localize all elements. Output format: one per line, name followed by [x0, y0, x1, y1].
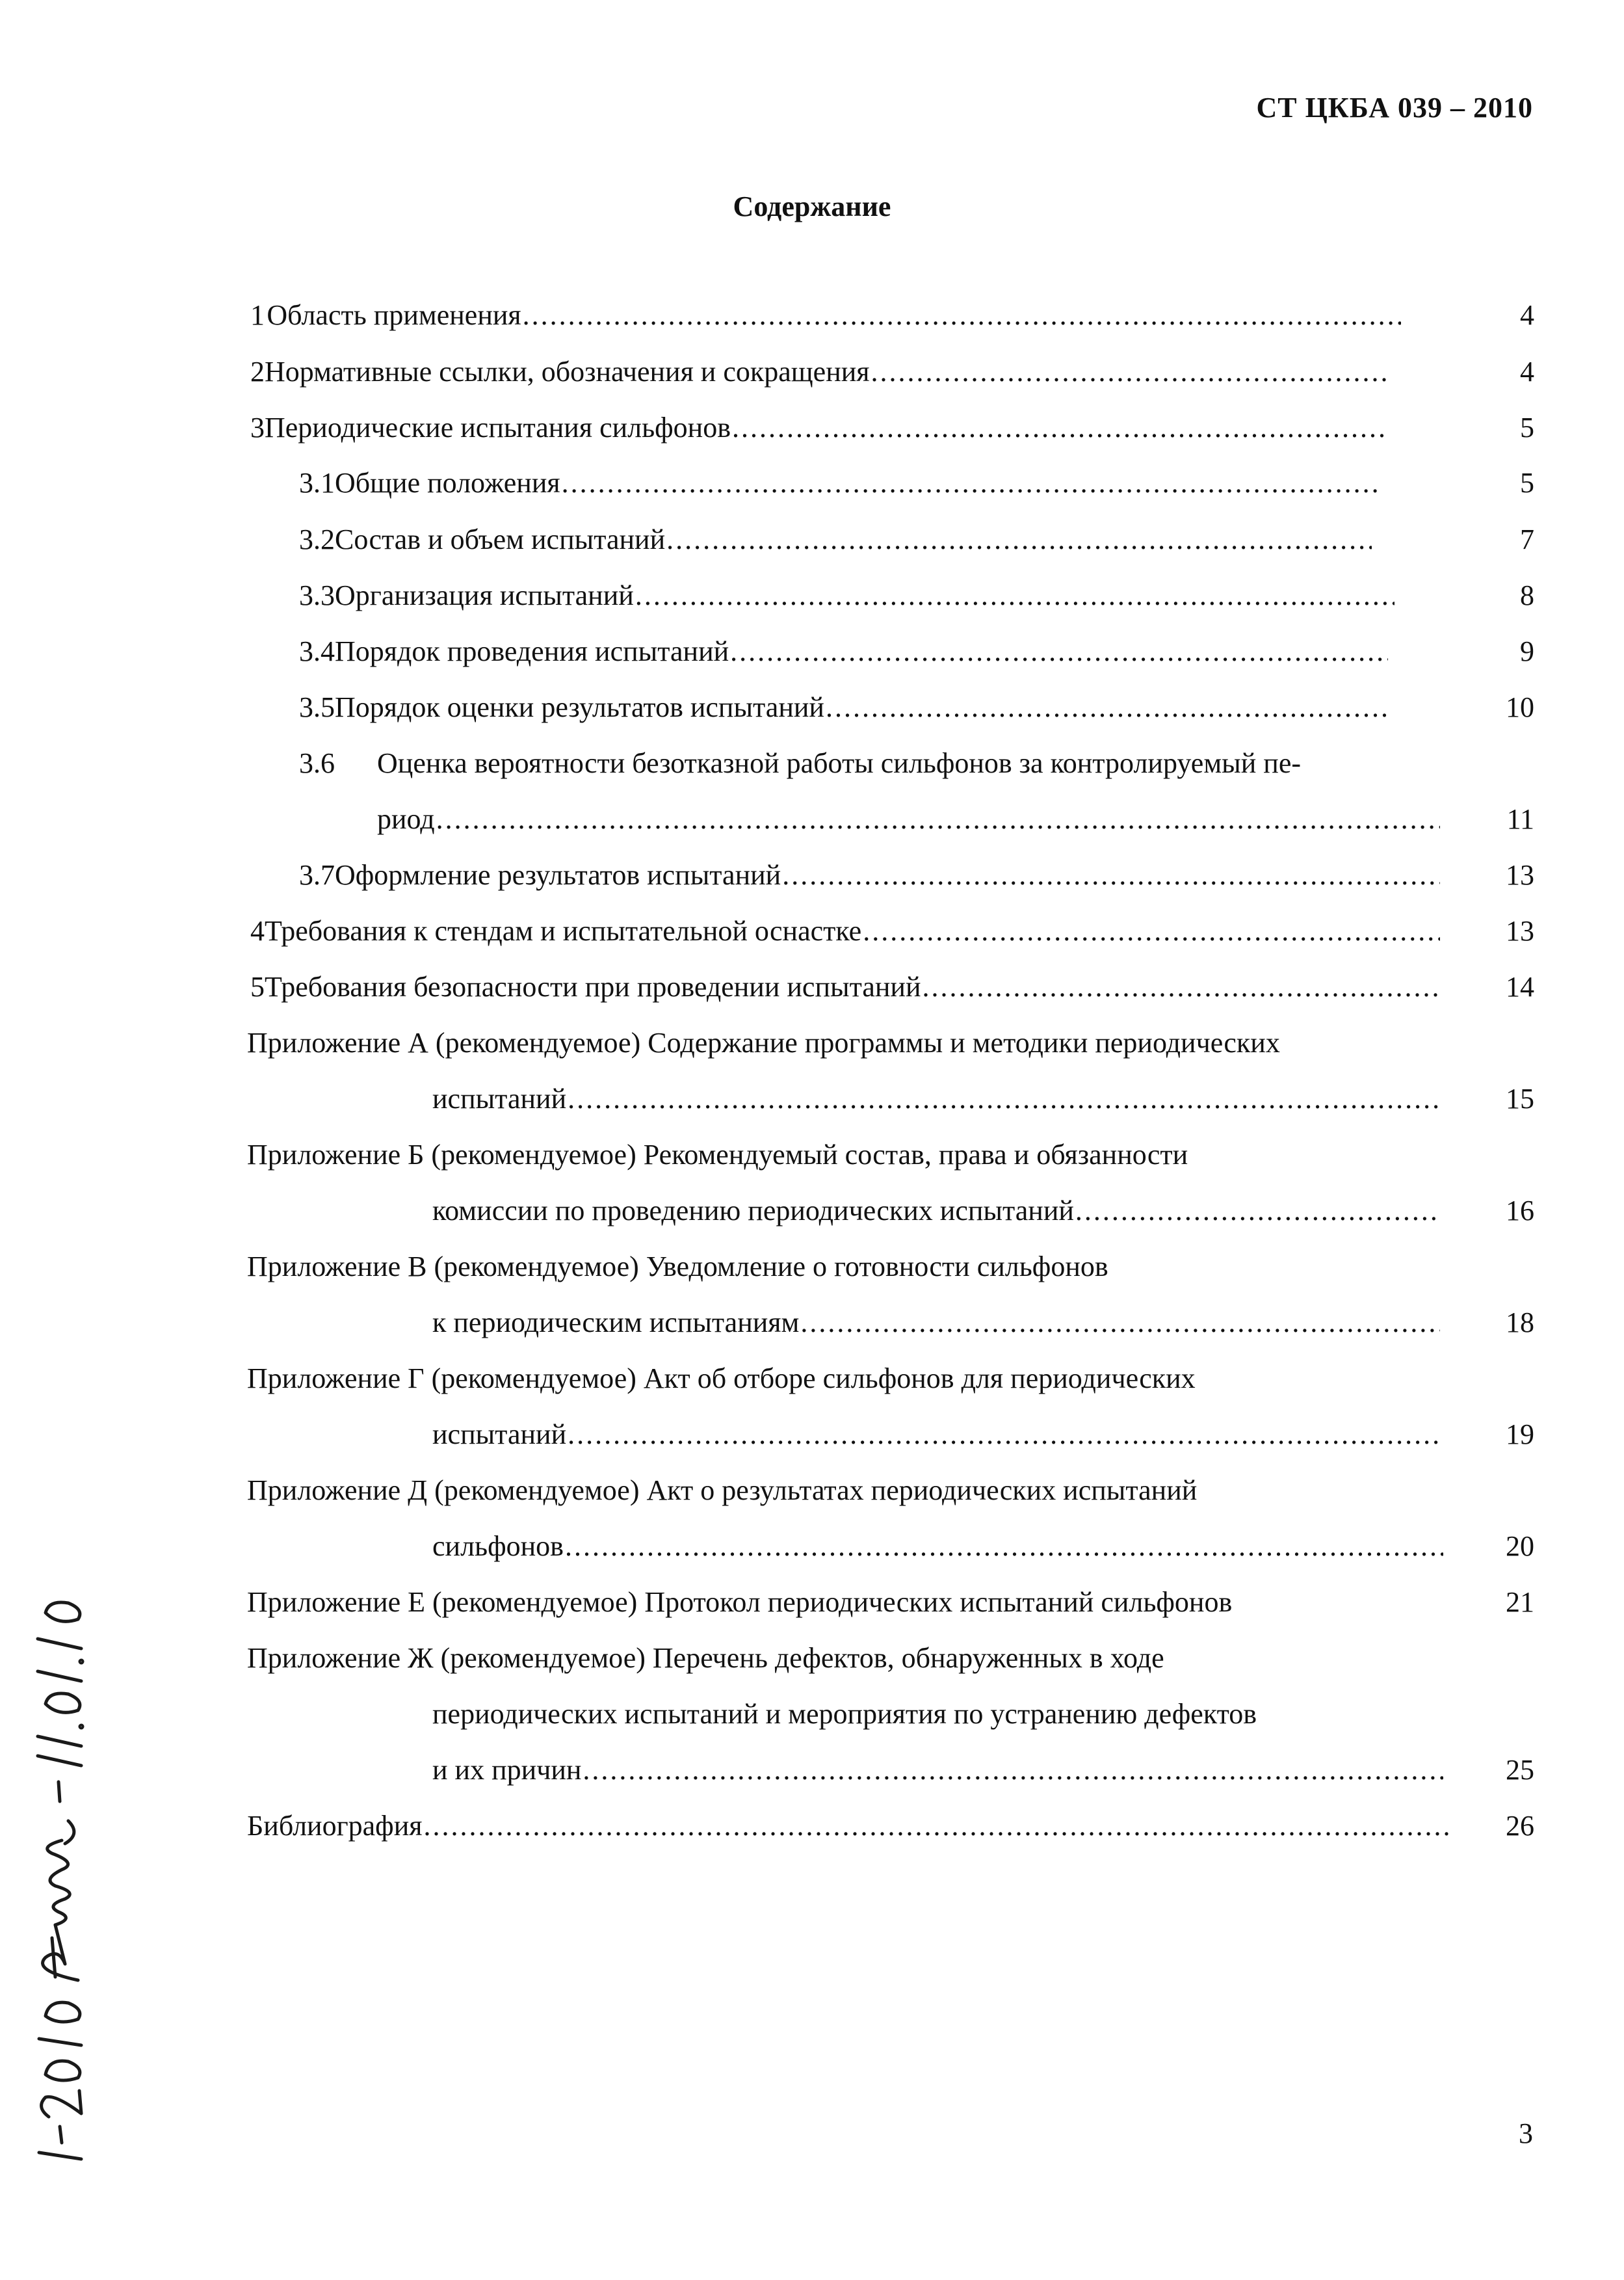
toc-entry-text: и их причин [432, 1754, 582, 1786]
toc-entry-page: 9 [1520, 635, 1534, 667]
toc-entry-3-1[interactable] [299, 464, 1378, 503]
toc-entry-page: 26 [1506, 1810, 1534, 1842]
toc-entry-number: 3.1 [299, 467, 335, 499]
toc-entry-number: 3.6 [299, 747, 335, 779]
toc-entry-3-6-continuation[interactable] [377, 800, 1440, 839]
dot-leader [565, 1527, 1443, 1566]
toc-entry-text: риод [377, 803, 435, 835]
toc-entry-text: Состав и объем испытаний [335, 524, 666, 555]
toc-entry-3-3[interactable] [299, 576, 1395, 615]
toc-appendix-v[interactable] [247, 1247, 1450, 1286]
toc-entry-text: Нормативные ссылки, обозначения и сокращения [265, 356, 870, 388]
toc-entry-page: 25 [1506, 1754, 1534, 1786]
page-number: 3 [1519, 2117, 1533, 2149]
dot-leader [523, 296, 1401, 335]
dot-leader [782, 856, 1440, 895]
toc-entry-text: Библиография [247, 1810, 423, 1842]
toc-entry-page: 10 [1506, 691, 1534, 723]
toc-appendix-d[interactable] [247, 1471, 1450, 1510]
toc-appendix-g-continuation[interactable] [432, 1415, 1440, 1454]
toc-entry-5[interactable] [250, 968, 1440, 1007]
toc-entry-number: 3 [250, 412, 265, 444]
toc-entry-page: 21 [1506, 1586, 1534, 1618]
toc-entry-text: Приложение Г (рекомендуемое) Акт об отборе сильфонов для периодических [247, 1362, 1196, 1394]
dot-leader [871, 352, 1391, 391]
toc-entry-page: 5 [1520, 412, 1534, 444]
toc-entry-1[interactable] [250, 296, 1401, 335]
dot-leader [568, 1415, 1440, 1454]
toc-entry-number: 3.7 [299, 859, 335, 891]
toc-entry-page: 4 [1520, 299, 1534, 331]
toc-entry-text: Оформление результатов испытаний [335, 859, 781, 891]
dot-leader [730, 632, 1388, 671]
toc-entry-4[interactable] [250, 912, 1440, 951]
toc-entry-text: периодических испытаний и мероприятия по устранению дефектов [432, 1698, 1257, 1730]
toc-entry-page: 18 [1506, 1306, 1534, 1338]
toc-entry-text: сильфонов [432, 1530, 564, 1562]
toc-entry-text: Приложение Б (рекомендуемое) Рекомендуемый состав, права и обязанности [247, 1139, 1188, 1171]
toc-entry-3-2[interactable] [299, 520, 1372, 559]
document-code: СТ ЦКБА 039 – 2010 [1256, 92, 1533, 124]
toc-entry-text: Приложение Е (рекомендуемое) Протокол периодических испытаний сильфонов [247, 1586, 1233, 1618]
toc-entry-text: Требования к стендам и испытательной оснастке [265, 915, 862, 947]
toc-entry-page: 16 [1506, 1195, 1534, 1226]
toc-entry-text: Порядок оценки результатов испытаний [335, 691, 824, 723]
toc-entry-page: 11 [1506, 803, 1534, 835]
toc-entry-page: 20 [1506, 1530, 1534, 1562]
dot-leader [562, 464, 1378, 503]
toc-entry-text: испытаний [432, 1418, 567, 1450]
toc-appendix-a-continuation[interactable] [432, 1080, 1440, 1119]
toc-entry-number: 5 [250, 971, 265, 1003]
toc-appendix-e[interactable] [247, 1583, 1450, 1622]
toc-entry-3-6[interactable] [299, 744, 1456, 783]
toc-entry-page: 15 [1506, 1083, 1534, 1115]
toc-entry-page: 14 [1506, 971, 1534, 1003]
toc-entry-text: комиссии по проведению периодических испытаний [432, 1195, 1074, 1226]
toc-entry-text: Организация испытаний [335, 579, 634, 611]
toc-entry-text: Периодические испытания сильфонов [265, 412, 731, 444]
toc-entry-number: 4 [250, 915, 265, 947]
toc-entry-number: 3.4 [299, 635, 335, 667]
toc-entry-text: Порядок проведения испытаний [335, 635, 729, 667]
toc-entry-text: Общие положения [335, 467, 560, 499]
toc-appendix-b[interactable] [247, 1135, 1450, 1174]
toc-entry-text: Область применения [267, 299, 521, 331]
toc-appendix-zh[interactable] [247, 1639, 1450, 1678]
dot-leader [863, 912, 1440, 951]
toc-entry-page: 7 [1520, 524, 1534, 555]
toc-entry-text: испытаний [432, 1083, 567, 1115]
toc-bibliography[interactable] [247, 1807, 1450, 1846]
toc-appendix-g[interactable] [247, 1359, 1450, 1398]
toc-entry-text: к периодическим испытаниям [432, 1306, 800, 1338]
toc-title: Содержание [733, 191, 891, 222]
toc-entry-page: 8 [1520, 579, 1534, 611]
dot-leader [826, 688, 1388, 727]
toc-appendix-v-continuation[interactable] [432, 1303, 1440, 1342]
toc-entry-text: Требования безопасности при проведении испытаний [265, 971, 921, 1003]
dot-leader [732, 408, 1385, 447]
toc-entry-page: 19 [1506, 1418, 1534, 1450]
toc-entry-text: Приложение Ж (рекомендуемое) Перечень дефектов, обнаруженных в ходе [247, 1642, 1164, 1674]
toc-entry-page: 5 [1520, 467, 1534, 499]
toc-entry-number: 2 [250, 356, 265, 388]
toc-entry-text: Оценка вероятности безотказной работы сильфонов за контролируемый пе- [377, 747, 1302, 779]
dot-leader [423, 1807, 1450, 1846]
toc-entry-number: 1 [250, 299, 265, 331]
toc-entry-number: 3.5 [299, 691, 335, 723]
dot-leader [436, 800, 1440, 839]
dot-leader [583, 1751, 1443, 1790]
toc-entry-text: Приложение Д (рекомендуемое) Акт о результатах периодических испытаний [247, 1474, 1198, 1506]
toc-appendix-zh-continuation-2[interactable] [432, 1751, 1443, 1790]
toc-entry-text: Приложение А (рекомендуемое) Содержание программы и методики периодических [247, 1027, 1280, 1059]
toc-entry-page: 13 [1506, 859, 1534, 891]
toc-entry-2[interactable] [250, 352, 1391, 391]
toc-entry-number: 3.2 [299, 524, 335, 555]
dot-leader [666, 520, 1372, 559]
toc-entry-3-4[interactable] [299, 632, 1388, 671]
toc-appendix-zh-continuation[interactable] [432, 1695, 1440, 1734]
toc-entry-text: Приложение В (рекомендуемое) Уведомление о готовности сильфонов [247, 1251, 1108, 1282]
toc-entry-page: 13 [1506, 915, 1534, 947]
toc-entry-3-7[interactable] [299, 856, 1440, 895]
toc-entry-3-5[interactable] [299, 688, 1388, 727]
toc-appendix-d-continuation[interactable] [432, 1527, 1443, 1566]
toc-entry-page: 4 [1520, 356, 1534, 388]
toc-entry-number: 3.3 [299, 579, 335, 611]
handwritten-signature-drawing [20, 1587, 98, 2172]
toc-appendix-a[interactable] [247, 1024, 1450, 1063]
toc-appendix-b-continuation[interactable] [432, 1191, 1440, 1230]
dot-leader [568, 1080, 1440, 1119]
dot-leader [800, 1303, 1440, 1342]
dot-leader [1075, 1191, 1440, 1230]
toc-entry-3[interactable] [250, 408, 1385, 447]
handwritten-signature [20, 1587, 101, 2172]
dot-leader [923, 968, 1440, 1007]
dot-leader [635, 576, 1395, 615]
